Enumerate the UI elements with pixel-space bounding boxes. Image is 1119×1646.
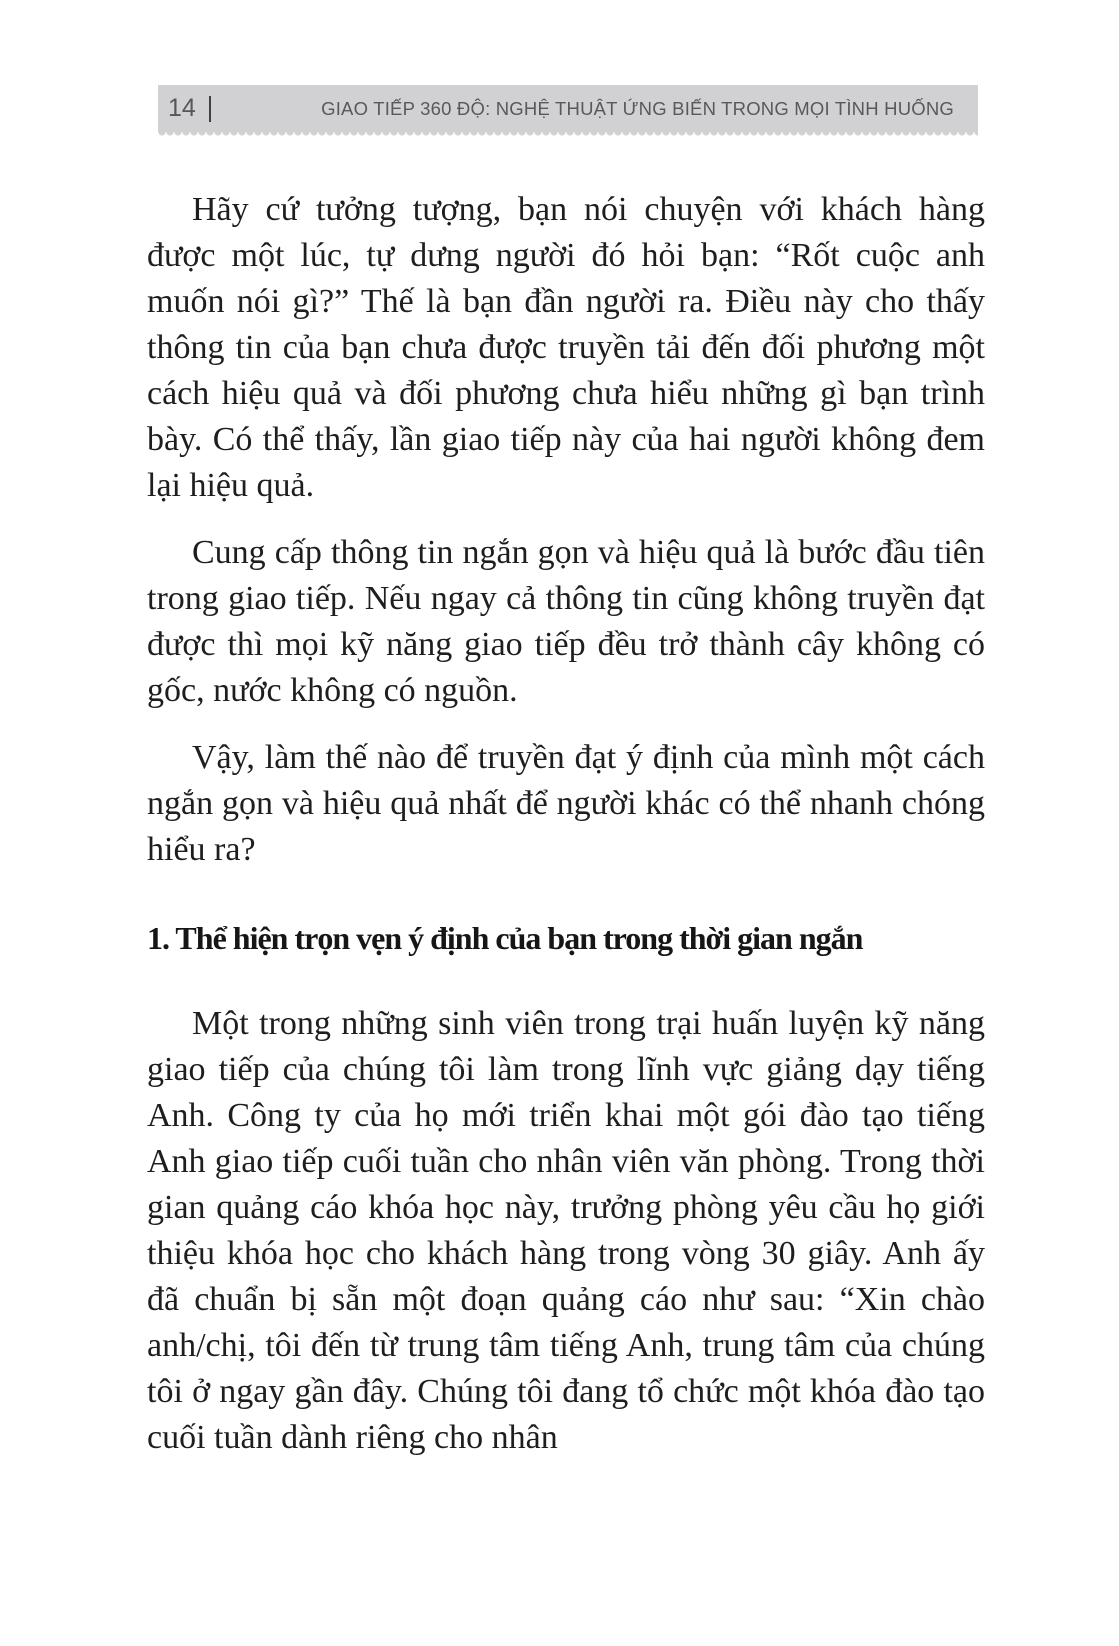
band-scalloped-edge xyxy=(158,132,978,138)
paragraph: Hãy cứ tưởng tượng, bạn nói chuyện với khách hàng được một lúc, tự dưng người đó hỏi bạn: “Rốt cuộc anh muốn nói gì?” Thế là bạn đần người ra. Điều này cho thấy thông tin của bạn chưa được truyền tải đến đối phương một cách hiệu quả và đối phương chưa hiểu những gì bạn trình bày. Có thể thấy, lần giao tiếp này của hai người không đem lại hiệu quả. xyxy=(147,191,985,504)
running-title: GIAO TIẾP 360 ĐỘ: NGHỆ THUẬT ỨNG BIẾN TRONG MỌI TÌNH HUỐNG xyxy=(321,97,954,119)
section-heading: 1. Thể hiện trọn vẹn ý định của bạn trong thời gian ngắn xyxy=(147,920,863,956)
paragraph: Vậy, làm thế nào để truyền đạt ý định của mình một cách ngắn gọn và hiệu quả nhất để người khác có thể nhanh chóng hiểu ra? xyxy=(147,739,985,868)
page-number: 14 xyxy=(168,94,196,122)
paragraph: Một trong những sinh viên trong trại huấn luyện kỹ năng giao tiếp của chúng tôi làm trong lĩnh vực giảng dạy tiếng Anh. Công ty của họ mới triển khai một gói đào tạo tiếng Anh giao tiếp cuối tuần cho nhân viên văn phòng. Trong thời gian quảng cáo khóa học này, trưởng phòng yêu cầu họ giới thiệu khóa học cho khách hàng trong vòng 30 giây. Anh ấy đã chuẩn bị sẵn một đoạn quảng cáo như sau: “Xin chào anh/chị, tôi đến từ trung tâm tiếng Anh, trung tâm của chúng tôi ở ngay gần đây. Chúng tôi đang tổ chức một khóa đào tạo cuối tuần dành riêng cho nhân xyxy=(147,1005,985,1456)
page-body xyxy=(147,187,985,1482)
paragraph: Cung cấp thông tin ngắn gọn và hiệu quả là bước đầu tiên trong giao tiếp. Nếu ngay cả thông tin cũng không truyền đạt được thì mọi kỹ năng giao tiếp đều trở thành cây không có gốc, nước không có nguồn. xyxy=(147,534,985,709)
running-head-band xyxy=(158,85,978,132)
